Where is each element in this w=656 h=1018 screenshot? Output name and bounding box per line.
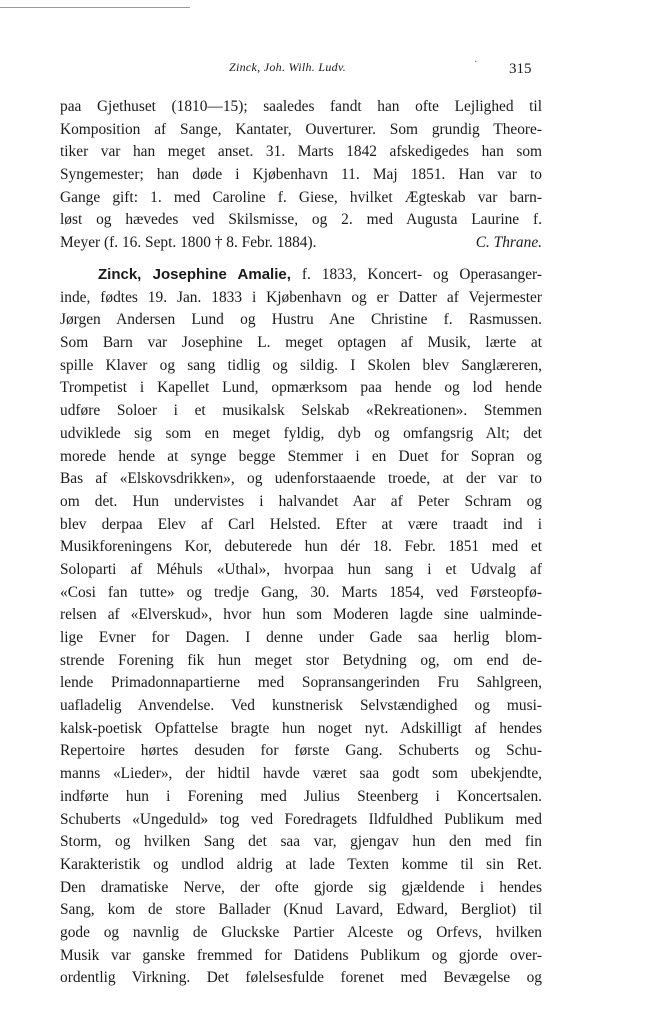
top-rule bbox=[0, 7, 190, 8]
text-line: udviklede sig som en meget fyldig, dyb og omfangsrig Alt; det bbox=[60, 424, 542, 442]
text-line: Gange gift: 1. med Caroline f. Giese, hvilket Ægteskab var barn- bbox=[60, 188, 542, 206]
text-line: Musikforeningens Kor, debuterede hun dér 18. Febr. 1851 med et bbox=[60, 538, 542, 556]
text-line: inde, fødtes 19. Jan. 1833 i Kjøbenhavn og er Datter af Vejermester bbox=[60, 288, 542, 306]
text-line: «Cosi fan tutte» og tredje Gang, 30. Marts 1854, ved Førsteopfø- bbox=[60, 583, 542, 601]
text-line: indførte hun i Forening med Julius Steenberg i Koncertsalen. bbox=[60, 787, 542, 805]
text-line: Jørgen Andersen Lund og Hustru Ane Christine f. Rasmussen. bbox=[60, 311, 542, 329]
text-line: Komposition af Sange, Kantater, Ouverturer. Som grundig Theore- bbox=[60, 120, 542, 138]
text-line: Storm, og hvilken Sang det saa var, gjengav hun den med fin bbox=[60, 833, 542, 851]
text-line: Bas af «Elskovsdrikken», og udenforstaaende troede, at der var to bbox=[60, 470, 542, 488]
text-line: løst og hævedes ved Skilsmisse, og 2. med Augusta Laurine f. bbox=[60, 211, 542, 229]
text-line: kalsk-poetisk Opfattelse bragte hun noget nyt. Adskilligt af hendes bbox=[60, 719, 542, 737]
text-line: lende Primadonnapartierne med Sopransangerinden Fru Sahlgreen, bbox=[60, 674, 542, 692]
text-line: udføre Soloer i et musikalsk Selskab «Rekreationen». Stemmen bbox=[60, 402, 542, 420]
text-line: gode og navnlig de Gluckske Partier Alceste og Orfevs, hvilken bbox=[60, 923, 542, 941]
header-mark: · bbox=[474, 57, 478, 68]
text-line: blev derpaa Elev af Carl Helsted. Efter at være traadt ind i bbox=[60, 515, 542, 533]
text-line: morede hende at synge begge Stemmer i en Duet for Sopran og bbox=[60, 447, 542, 465]
running-head: Zinck, Joh. Wilh. Ludv. bbox=[229, 60, 346, 74]
last-line-text: Meyer (f. 16. Sept. 1800 † 8. Febr. 1884). bbox=[60, 234, 317, 252]
text-line: Den dramatiske Nerve, der ofte gjorde sig gjældende i hendes bbox=[60, 878, 542, 896]
text-line: Repertoire hørtes desuden for første Gang. Schuberts og Schu- bbox=[60, 742, 542, 760]
entry-first-line-text: f. 1833, Koncert- og Operasanger- bbox=[301, 266, 542, 283]
previous-entry bbox=[60, 96, 542, 255]
page-number: 315 bbox=[509, 61, 532, 77]
entry-first-line bbox=[60, 264, 542, 287]
entry-heading: Zinck, Josephine Amalie, bbox=[98, 266, 291, 283]
text-line: tiker var han meget anset. 31. Marts 1842 afskedigedes han som bbox=[60, 143, 542, 161]
author-signature: C. Thrane. bbox=[475, 234, 542, 252]
entry-josephine-zinck bbox=[60, 264, 542, 990]
page-header bbox=[0, 56, 656, 86]
text-line: strende Forening fik hun meget stor Betydning og, om end de- bbox=[60, 651, 542, 669]
text-line: lige Evner for Dagen. I denne under Gade saa herlig blom- bbox=[60, 629, 542, 646]
text-line: relsen af «Elverskud», hvor hun som Moderen lagde sine ualminde- bbox=[60, 606, 542, 624]
text-line: om det. Hun undervistes i halvandet Aar af Peter Schram og bbox=[60, 492, 542, 510]
text-line bbox=[60, 232, 542, 255]
text-line: Sang, kom de store Ballader (Knud Lavard, Edward, Bergliot) til bbox=[60, 901, 542, 919]
text-line: manns «Lieder», der hidtil havde været saa godt som ubekjendte, bbox=[60, 765, 542, 783]
text-line: Schuberts «Ungeduld» tog ved Foredragets Ildfuldhed Publikum med bbox=[60, 810, 542, 828]
text-line: spille Klaver og sang tidlig og sildig. I Skolen blev Sanglæreren, bbox=[60, 356, 542, 374]
text-line: Karakteristik og undlod aldrig at lade Texten komme til sin Ret. bbox=[60, 855, 542, 873]
text-line: Musik var ganske fremmed for Datidens Publikum og gjorde over- bbox=[60, 946, 542, 964]
text-line: uafladelig Anvendelse. Ved kunstnerisk Selvstændighed og musi- bbox=[60, 697, 542, 715]
text-line: Trompetist i Kapellet Lund, opmærksom paa hende og lod hende bbox=[60, 379, 542, 397]
text-line: ordentlig Virkning. Det følelsesfulde forenet med Bevægelse og bbox=[60, 969, 542, 987]
text-line: Syngemester; han døde i Kjøbenhavn 11. Maj 1851. Han var to bbox=[60, 166, 542, 184]
text-line: Som Barn var Josephine L. meget optagen af Musik, lærte at bbox=[60, 334, 542, 352]
text-line: paa Gjethuset (1810—15); saaledes fandt han ofte Lejlighed til bbox=[60, 98, 542, 115]
text-line: Soloparti af Méhuls «Uthal», hvorpaa hun sang i et Udvalg af bbox=[60, 560, 542, 578]
